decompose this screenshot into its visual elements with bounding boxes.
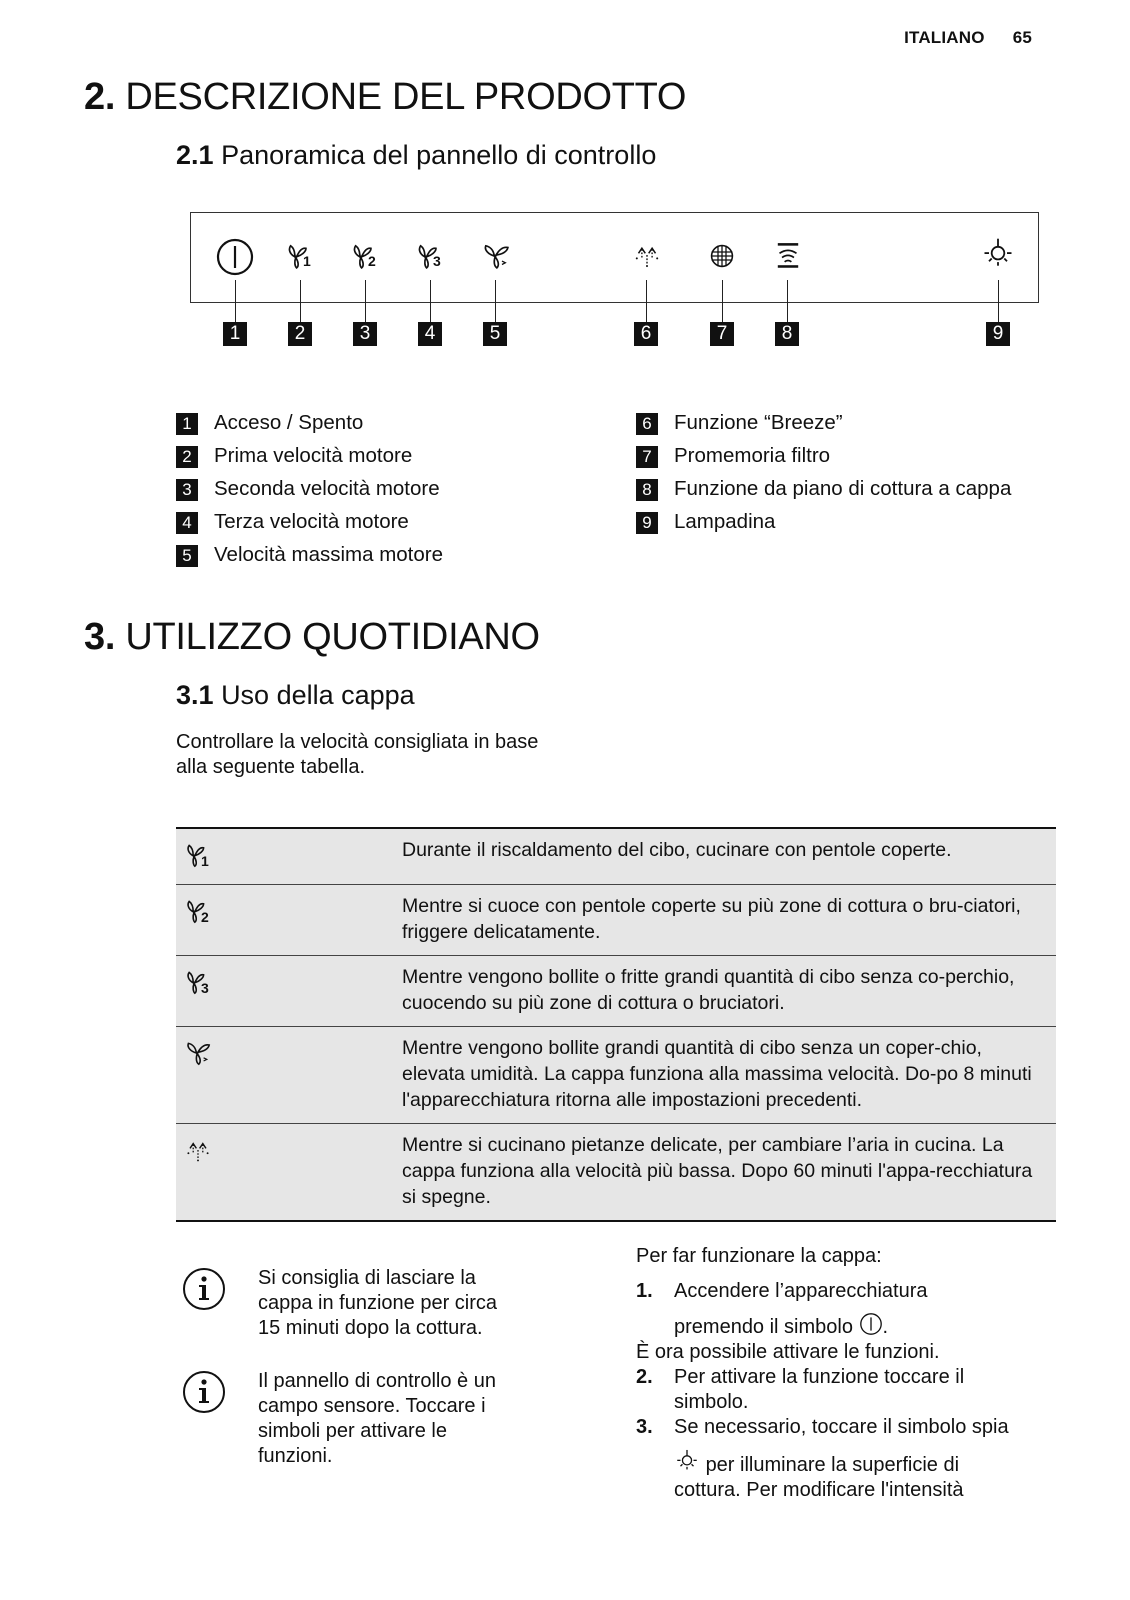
fan-speed-2-icon: 2 (348, 239, 382, 278)
table-row (176, 829, 1056, 885)
info-icon (182, 1267, 226, 1311)
legend-item: 2 Prima velocità motore (176, 444, 412, 476)
fan-speed-2-icon: 2 (176, 885, 402, 955)
callout-7: 7 (710, 322, 734, 346)
step-3: 3. Se necessario, toccare il simbolo spia per illuminare la superficie di cottura. Per modificare l'intensità (636, 1416, 1009, 1501)
legend-item: 6 Funzione “Breeze” (636, 411, 843, 443)
table-cell: Mentre vengono bollite grandi quantità di cibo senza un coper-chio, elevata umidità. La cappa funziona alla massima velocità. Do-po 8 minuti l'apparecchiatura ritorna alle impostazioni precedenti. (402, 1037, 1032, 1111)
hob2hood-icon (771, 238, 805, 272)
section-2-1-heading (176, 140, 656, 171)
callout-1: 1 (223, 322, 247, 346)
section-3-heading (84, 616, 540, 659)
fan-speed-3-icon: 3 (176, 956, 402, 1026)
legend-item: 3 Seconda velocità motore (176, 477, 440, 509)
section-2-1-number: 2.1 (176, 140, 214, 170)
section-2-number: 2. (84, 76, 116, 118)
step-1: 1. Accendere l’apparecchiatura premendo il simbolo . (636, 1280, 928, 1338)
leader-line (722, 280, 723, 322)
page-header (876, 28, 1032, 48)
leader-line (365, 280, 366, 322)
fan-speed-3-icon: 3 (413, 239, 447, 278)
speed-table (176, 827, 1056, 1222)
info-note: Si consiglia di lasciare la cappa in funzione per circa 15 minuti dopo la cottura. (258, 1267, 498, 1339)
section-2-title: DESCRIZIONE DEL PRODOTTO (125, 76, 687, 118)
leader-line (646, 280, 647, 322)
section-3-intro: Controllare la velocità consigliata in base alla seguente tabella. (176, 731, 539, 778)
callout-2: 2 (288, 322, 312, 346)
legend-item: 7 Promemoria filtro (636, 444, 830, 476)
legend-item: 9 Lampadina (636, 510, 775, 542)
table-row (176, 1124, 1056, 1222)
leader-line (235, 280, 236, 322)
filter-grid-icon (706, 240, 738, 272)
table-cell: Mentre si cucinano pietanze delicate, per cambiare l’aria in cucina. La cappa funziona alla velocità più bassa. Dopo 60 minuti l'appa-recchiatura si spegne. (402, 1134, 1033, 1208)
callout-3: 3 (353, 322, 377, 346)
info-note: Il pannello di controllo è un campo sensore. Toccare i simboli per attivare le funzioni. (258, 1370, 496, 1467)
legend-item: 5 Velocità massima motore (176, 543, 443, 575)
power-icon (859, 1312, 883, 1336)
table-cell: Mentre vengono bollite o fritte grandi quantità di cibo senza co-perchio, cuocendo su più zone di cottura o bruciatori. (402, 966, 1015, 1014)
fan-speed-1-icon: 1 (283, 239, 317, 278)
fan-max-icon (176, 1027, 402, 1123)
section-2-heading (84, 76, 686, 119)
table-row (176, 885, 1056, 956)
callout-9: 9 (986, 322, 1010, 346)
section-3-1-heading (176, 680, 415, 711)
fan-max-icon (479, 239, 513, 273)
callout-8: 8 (775, 322, 799, 346)
fan-speed-1-icon: 1 (176, 829, 402, 884)
section-3-title: UTILIZZO QUOTIDIANO (125, 616, 540, 658)
legend-item: 8 Funzione da piano di cottura a cappa (636, 477, 1011, 509)
leader-line (787, 280, 788, 322)
leader-line (430, 280, 431, 322)
section-3-number: 3. (84, 616, 116, 658)
callout-6: 6 (634, 322, 658, 346)
section-3-1-number: 3.1 (176, 680, 214, 710)
callout-4: 4 (418, 322, 442, 346)
section-3-1-title: Uso della cappa (221, 680, 415, 710)
callout-5: 5 (483, 322, 507, 346)
control-panel-diagram (190, 212, 1039, 303)
legend-item: 4 Terza velocità motore (176, 510, 409, 542)
table-cell: Durante il riscaldamento del cibo, cucinare con pentole coperte. (402, 839, 952, 861)
power-icon (215, 237, 255, 277)
lamp-icon (674, 1448, 700, 1474)
leader-line (998, 280, 999, 322)
leader-line (300, 280, 301, 322)
page-number: 65 (1012, 28, 1032, 47)
table-row (176, 956, 1056, 1027)
language-label: ITALIANO (904, 28, 985, 47)
table-cell: Mentre si cuoce con pentole coperte su più zone di cottura o bru-ciatori, friggere delicatamente. (402, 895, 1021, 943)
instructions: Per far funzionare la cappa: 1. Accendere l’apparecchiatura premendo il simbolo . È ora possibile attivare le funzioni. 2. Per attivare la funzione toccare il simbolo. 3. Se necessario, toccare il simbolo spia per illuminare la superficie di cottura. Per modificare l'intensità (636, 1244, 1076, 1503)
leader-line (495, 280, 496, 322)
breeze-icon (176, 1124, 402, 1220)
legend-item: 1 Acceso / Spento (176, 411, 363, 443)
section-2-1-title: Panoramica del pannello di controllo (221, 140, 657, 170)
info-icon (182, 1370, 226, 1414)
lamp-icon (980, 236, 1016, 272)
breeze-icon (630, 238, 664, 272)
step-2: 2. Per attivare la funzione toccare il simbolo. (636, 1366, 965, 1413)
table-row (176, 1027, 1056, 1124)
